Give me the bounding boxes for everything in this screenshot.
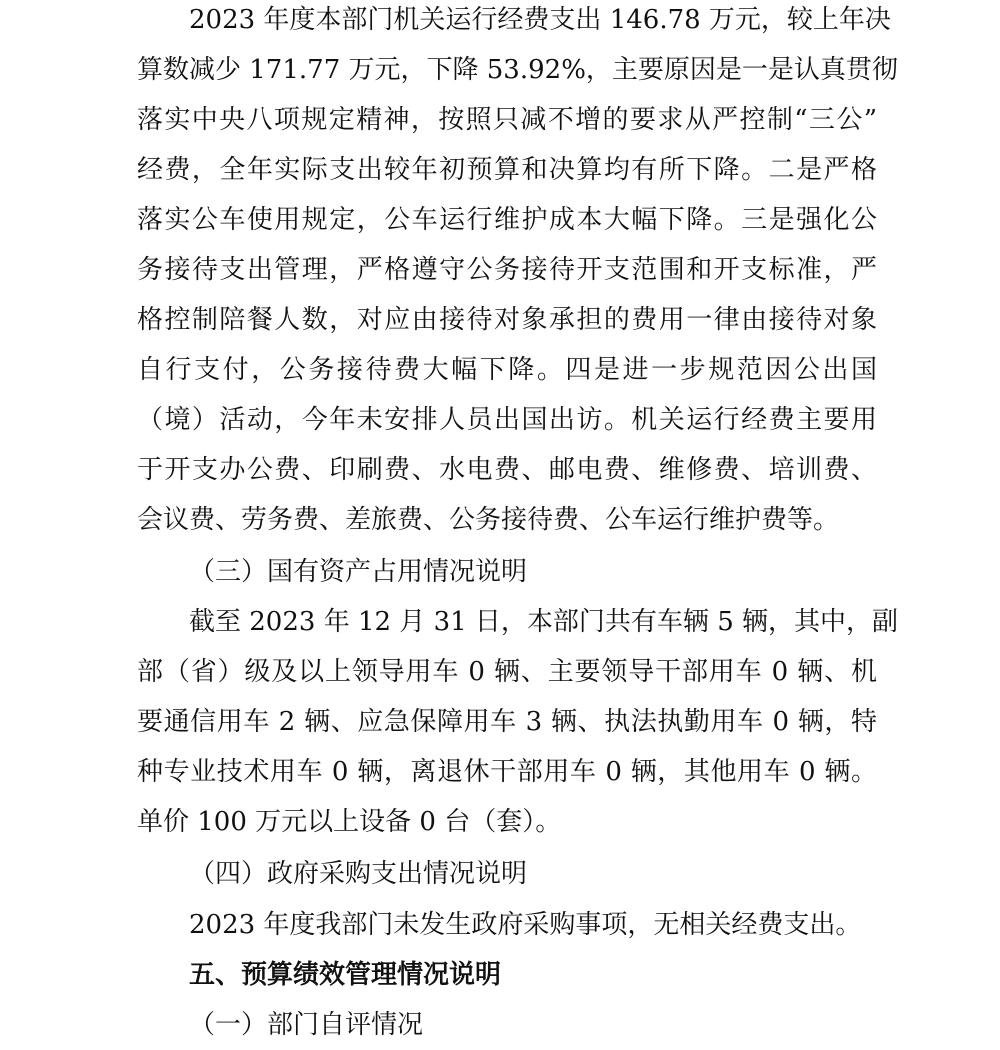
paragraph-1-line-6: 务接待支出管理，严格遵守公务接待开支范围和开支标准，严 bbox=[137, 255, 877, 285]
chapter-5-heading: 五、预算绩效管理情况说明 bbox=[189, 960, 502, 990]
paragraph-1-line-10: 于开支办公费、印刷费、水电费、邮电费、维修费、培训费、 bbox=[137, 455, 877, 485]
section-3-heading: （三）国有资产占用情况说明 bbox=[189, 557, 528, 587]
paragraph-2-line-1: 截至 2023 年 12 月 31 日，本部门共有车辆 5 辆，其中，副 bbox=[189, 607, 898, 637]
paragraph-1-line-3: 落实中央八项规定精神，按照只减不增的要求从严控制“三公” bbox=[137, 105, 877, 135]
paragraph-2-line-4: 种专业技术用车 0 辆，离退休干部用车 0 辆，其他用车 0 辆。 bbox=[137, 757, 877, 787]
section-4-heading: （四）政府采购支出情况说明 bbox=[189, 859, 528, 889]
paragraph-1-line-1: 2023 年度本部门机关运行经费支出 146.78 万元，较上年决 bbox=[189, 5, 891, 35]
paragraph-3: 2023 年度我部门未发生政府采购事项，无相关经费支出。 bbox=[189, 910, 862, 940]
paragraph-1-line-8: 自行支付，公务接待费大幅下降。四是进一步规范因公出国 bbox=[137, 355, 877, 385]
paragraph-2-line-2: 部（省）级及以上领导用车 0 辆、主要领导干部用车 0 辆、机 bbox=[137, 657, 877, 687]
paragraph-1-line-5: 落实公车使用规定，公车运行维护成本大幅下降。三是强化公 bbox=[137, 205, 877, 235]
paragraph-1-line-9: （境）活动，今年未安排人员出国出访。机关运行经费主要用 bbox=[137, 405, 877, 435]
paragraph-1-line-11: 会议费、劳务费、差旅费、公务接待费、公车运行维护费等。 bbox=[137, 505, 840, 535]
paragraph-1-line-4: 经费，全年实际支出较年初预算和决算均有所下降。二是严格 bbox=[137, 155, 877, 185]
paragraph-1-line-2: 算数减少 171.77 万元，下降 53.92%，主要原因是一是认真贯彻 bbox=[137, 55, 898, 85]
paragraph-2-line-3: 要通信用车 2 辆、应急保障用车 3 辆、执法执勤用车 0 辆，特 bbox=[137, 707, 877, 737]
paragraph-2-line-5: 单价 100 万元以上设备 0 台（套）。 bbox=[137, 807, 562, 837]
paragraph-1-line-7: 格控制陪餐人数，对应由接待对象承担的费用一律由接待对象 bbox=[137, 305, 877, 335]
section-5-1-heading: （一）部门自评情况 bbox=[189, 1010, 424, 1040]
